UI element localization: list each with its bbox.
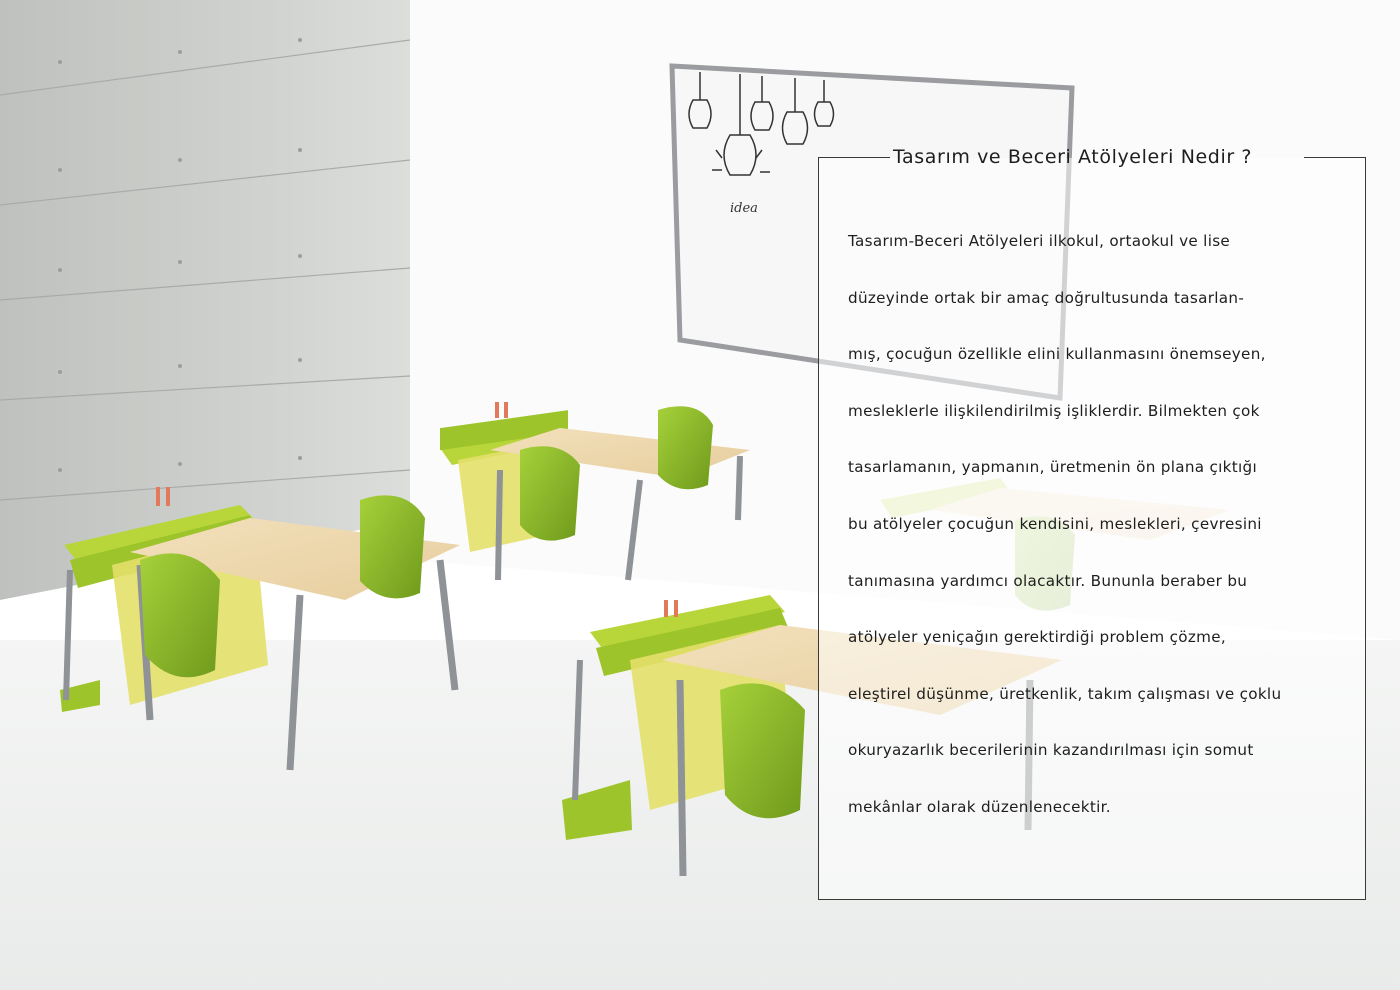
- panel-line: Tasarım-Beceri Atölyeleri ilkokul, ortaokul ve lise: [848, 232, 1231, 250]
- panel-line: atölyeler yeniçağın gerektirdiği problem çözme,: [848, 628, 1226, 647]
- panel-line: okuryazarlık becerilerinin kazandırılması için somut: [848, 741, 1254, 760]
- board-word: idea: [730, 201, 758, 216]
- concrete-wall: [0, 0, 410, 600]
- panel-line: tasarlamanın, yapmanın, üretmenin ön plana çıktığı: [848, 458, 1257, 477]
- panel-top-border-left: [818, 157, 890, 158]
- panel-line: düzeyinde ortak bir amaç doğrultusunda tasarlan-: [848, 288, 1245, 307]
- panel-line: mış, çocuğun özellikle elini kullanmasını önemseyen,: [848, 345, 1266, 364]
- panel-line: mesleklerle ilişkilendirilmiş işliklerdir. Bilmekten çok: [848, 401, 1260, 420]
- panel-line: mekânlar olarak düzenlenecektir.: [848, 797, 1111, 816]
- panel-top-border-right: [1304, 157, 1366, 158]
- panel-body: [848, 226, 1348, 849]
- panel-title: Tasarım ve Beceri Atölyeleri Nedir ?: [893, 146, 1253, 168]
- panel-line: bu atölyeler çocuğun kendisini, meslekleri, çevresini: [848, 514, 1262, 533]
- panel-line: tanımasına yardımcı olacaktır. Bununla beraber bu: [848, 571, 1248, 590]
- panel-line: eleştirel düşünme, üretkenlik, takım çalışması ve çoklu: [848, 684, 1282, 703]
